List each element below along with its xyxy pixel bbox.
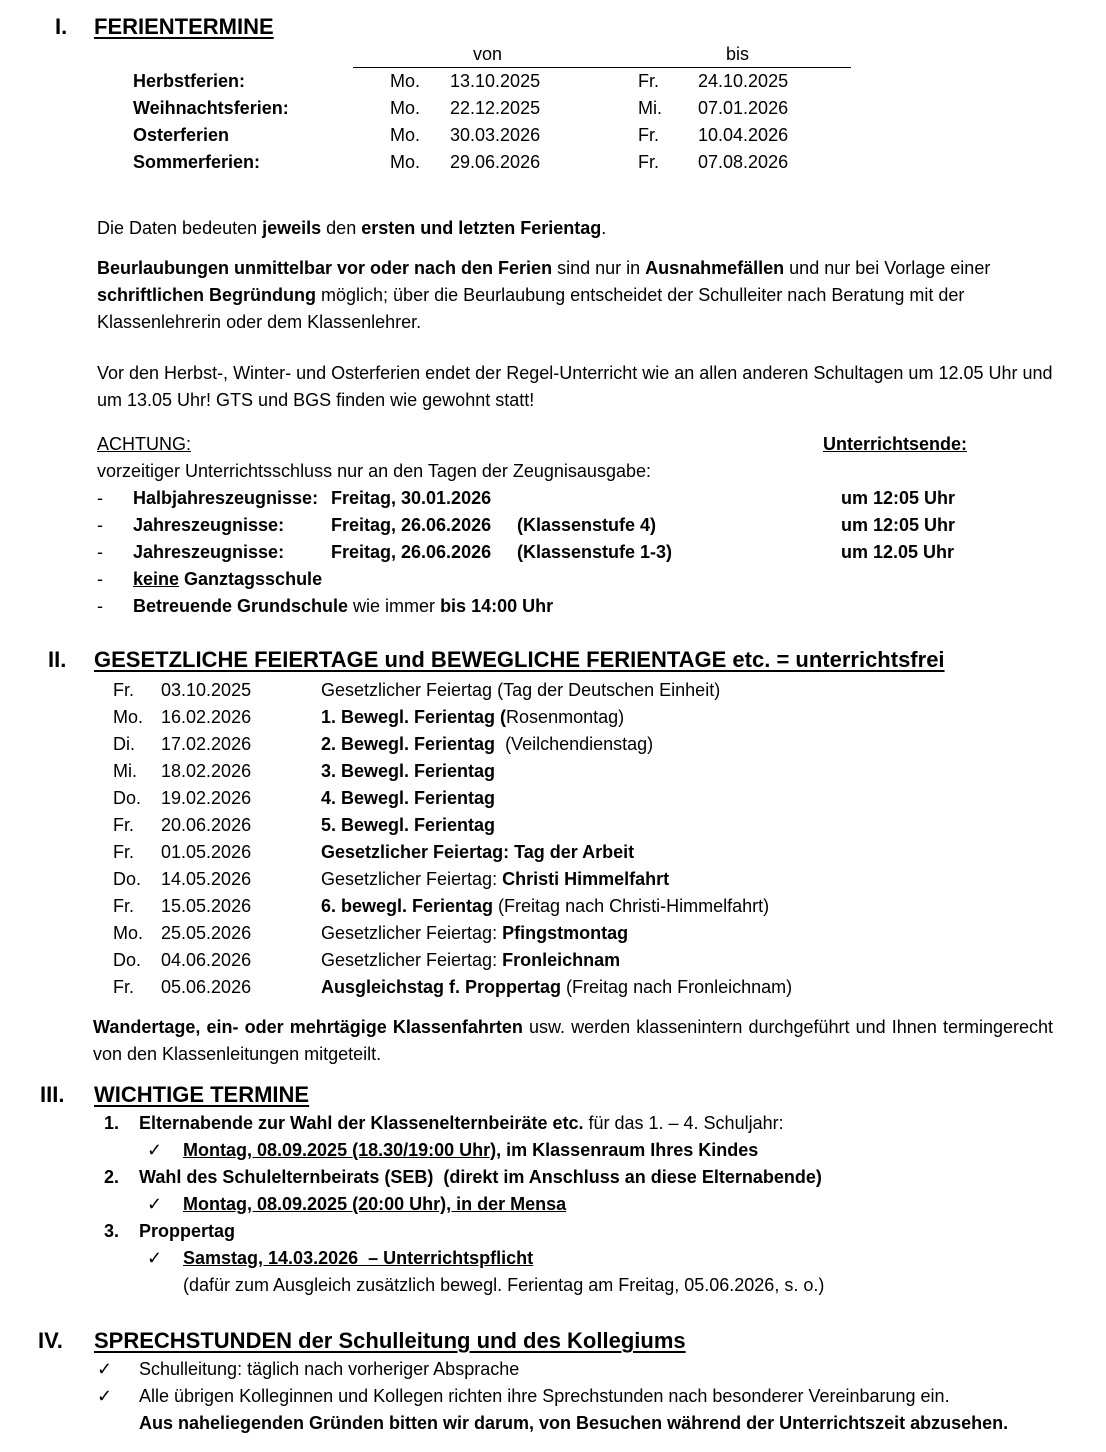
item-text: Alle übrigen Kolleginnen und Kollegen richten ihre Sprechstunden nach besonderer Vereinbarung ein.: [139, 1386, 950, 1406]
day: Do.: [113, 869, 142, 889]
text-bold: Pfingstmontag: [502, 923, 629, 943]
checkmark-icon: ✓: [97, 1386, 113, 1406]
text: Gesetzlicher Feiertag:: [321, 869, 503, 889]
list-subitem: [0, 1245, 1106, 1272]
achtung-label: ACHTUNG:: [97, 434, 191, 454]
table-row: [0, 920, 1106, 947]
text: Gesetzlicher Feiertag:: [321, 950, 503, 970]
day: Fr.: [113, 896, 134, 916]
item-time: um 12:05 Uhr: [841, 488, 956, 508]
text-underlined: Samstag, 14.03.2026 – Unterrichtspflicht: [183, 1248, 534, 1268]
item-time: um 12:05 Uhr: [841, 515, 956, 535]
list-item: [0, 566, 1106, 593]
day: Mi.: [113, 761, 137, 781]
text-bold: Beurlaubungen unmittelbar vor oder nach den Ferien: [97, 258, 553, 278]
section-1-heading: [55, 14, 655, 44]
text: sind nur in: [552, 258, 646, 278]
day: Fr.: [113, 977, 134, 997]
date: 05.06.2026: [161, 977, 252, 997]
holiday-name: Herbstferien:: [133, 71, 246, 91]
from-day: Mo.: [390, 125, 421, 145]
item-label: Jahreszeugnisse:: [133, 542, 285, 562]
list-item: [0, 1218, 1106, 1245]
text-bold: Gesetzlicher Feiertag: Tag der Arbeit: [321, 842, 635, 862]
text-bold: Christi Himmelfahrt: [502, 869, 670, 889]
list-item: [0, 512, 1106, 539]
list-subitem: [0, 1191, 1106, 1218]
list-item: [0, 1164, 1106, 1191]
table-row: [0, 893, 1106, 920]
to-day: Mi.: [638, 98, 662, 118]
to-day: Fr.: [638, 125, 659, 145]
date: 17.02.2026: [161, 734, 252, 754]
item-date: Freitag, 26.06.2026: [331, 515, 492, 535]
item-label: Jahreszeugnisse:: [133, 515, 285, 535]
list-item: [0, 1356, 1106, 1383]
text-underlined: Montag, 08.09.2025 (20:00 Uhr), in der Mensa: [183, 1194, 567, 1214]
list-item: [0, 539, 1106, 566]
text: für das 1. – 4. Schuljahr:: [583, 1113, 784, 1133]
list-item: [0, 485, 1106, 512]
text-bold: 6. bewegl. Ferientag: [321, 896, 494, 916]
from-day: Mo.: [390, 71, 421, 91]
from-day: Mo.: [390, 152, 421, 172]
table-row: [0, 704, 1106, 731]
section-number: II.: [48, 647, 67, 672]
text-bold: 4. Bewegl. Ferientag: [321, 788, 496, 808]
item-extra: (Klassenstufe 1-3): [517, 542, 673, 562]
day: Mo.: [113, 707, 144, 727]
text-bold: 3. Bewegl. Ferientag: [321, 761, 496, 781]
table-row: [0, 866, 1106, 893]
text-bold: 1. Bewegl. Ferientag (: [321, 707, 507, 727]
list-subitem: [0, 1137, 1106, 1164]
table-row: [0, 149, 1106, 176]
item-extra: (Klassenstufe 4): [517, 515, 657, 535]
text: Gesetzlicher Feiertag (Tag der Deutschen Einheit): [321, 680, 721, 700]
dates-note: [97, 215, 1072, 242]
text: usw. werden klassenintern durchgeführt und Ihnen termingerecht von den Klassenleitungen mitgeteilt.: [93, 1017, 1053, 1064]
text: .: [601, 218, 607, 238]
text-bold: Proppertag: [139, 1221, 236, 1241]
list-item: [0, 593, 1106, 620]
date: 19.02.2026: [161, 788, 252, 808]
bullet: -: [97, 515, 103, 535]
section-number: IV.: [38, 1328, 63, 1353]
item-number: 3.: [104, 1221, 120, 1241]
item-number: 1.: [104, 1113, 120, 1133]
to-day: Fr.: [638, 71, 659, 91]
table-row: [0, 785, 1106, 812]
date: 04.06.2026: [161, 950, 252, 970]
column-header-von: von: [473, 44, 503, 64]
item-text: Schulleitung: täglich nach vorheriger Absprache: [139, 1359, 520, 1379]
lesson-end-label: Unterrichtsende:: [823, 434, 968, 454]
text: Rosenmontag): [506, 707, 625, 727]
date: 25.05.2026: [161, 923, 252, 943]
holiday-name: Weihnachtsferien:: [133, 98, 289, 118]
text-bold: bis 14:00 Uhr: [440, 596, 554, 616]
day: Mo.: [113, 923, 144, 943]
text-bold: jeweils: [262, 218, 322, 238]
table-row: [0, 812, 1106, 839]
text-bold: 2. Bewegl. Ferientag: [321, 734, 496, 754]
text: Die Daten bedeuten: [97, 218, 263, 238]
closing-text: Aus naheliegenden Gründen bitten wir darum, von Besuchen während der Unterrichtszeit abzusehen.: [139, 1413, 1009, 1433]
item-date: Freitag, 30.01.2026: [331, 488, 492, 508]
list-subitem-note: [0, 1272, 1106, 1299]
to-date: 07.01.2026: [698, 98, 789, 118]
date: 20.06.2026: [161, 815, 252, 835]
text: Ganztagsschule: [179, 569, 323, 589]
text-bold: Ausgleichstag f. Proppertag: [321, 977, 562, 997]
text: den: [321, 218, 362, 238]
bullet: -: [97, 488, 103, 508]
achtung-intro: vorzeitiger Unterrichtsschluss nur an den Tagen der Zeugnisausgabe:: [97, 461, 651, 481]
text-bold: Wandertage, ein- oder mehrtägige Klassenfahrten: [93, 1017, 523, 1037]
section-3-heading: [40, 1082, 640, 1112]
item-date: Freitag, 26.06.2026: [331, 542, 492, 562]
list-item: [0, 1383, 1106, 1410]
section-2-heading: [48, 647, 1098, 677]
date: 03.10.2025: [161, 680, 252, 700]
item-number: 2.: [104, 1167, 120, 1187]
table-row: [0, 947, 1106, 974]
section-title: GESETZLICHE FEIERTAGE und BEWEGLICHE FERIENTAGE etc. = unterrichtsfrei: [94, 647, 945, 672]
to-date: 24.10.2025: [698, 71, 789, 91]
text: Gesetzlicher Feiertag:: [321, 923, 503, 943]
table-row: [0, 122, 1106, 149]
checkmark-icon: ✓: [147, 1194, 163, 1214]
text: (Freitag nach Christi-Himmelfahrt): [493, 896, 770, 916]
section-4-heading: [38, 1328, 838, 1358]
to-date: 07.08.2026: [698, 152, 789, 172]
text-bold: schriftlichen Begründung: [97, 285, 317, 305]
item-label: Halbjahreszeugnisse:: [133, 488, 319, 508]
table-row: [0, 677, 1106, 704]
from-day: Mo.: [390, 98, 421, 118]
from-date: 22.12.2025: [450, 98, 541, 118]
text: wie immer: [348, 596, 441, 616]
table-row: [0, 758, 1106, 785]
from-date: 30.03.2026: [450, 125, 541, 145]
closing-note: [0, 1410, 1106, 1437]
holiday-name: Osterferien: [133, 125, 230, 145]
item-time: um 12.05 Uhr: [841, 542, 955, 562]
day: Do.: [113, 950, 142, 970]
text-underlined: Montag, 08.09.2025 (18.30/19:00 Uhr): [183, 1140, 497, 1160]
checkmark-icon: ✓: [147, 1248, 163, 1268]
lesson-end-note: Vor den Herbst-, Winter- und Osterferien endet der Regel-Unterricht wie an allen anderen Schultagen um 12.05 Uhr und um 13.05 Uhr! GTS und BGS finden wie gewohnt statt!: [97, 363, 1053, 410]
date: 18.02.2026: [161, 761, 252, 781]
text-bold: Elternabende zur Wahl der Klassenelternbeiräte etc.: [139, 1113, 584, 1133]
to-date: 10.04.2026: [698, 125, 789, 145]
section-title: WICHTIGE TERMINE: [94, 1082, 310, 1107]
table-row: [0, 974, 1106, 1001]
text-underlined: keine: [133, 569, 180, 589]
checkmark-icon: ✓: [97, 1359, 113, 1379]
text-bold: 5. Bewegl. Ferientag: [321, 815, 496, 835]
text: (Freitag nach Fronleichnam): [561, 977, 793, 997]
section-number: I.: [55, 14, 68, 39]
text-bold: ersten und letzten Ferientag: [361, 218, 602, 238]
table-row: [0, 839, 1106, 866]
section-title: SPRECHSTUNDEN der Schulleitung und des Kollegiums: [94, 1328, 686, 1353]
bullet: -: [97, 569, 103, 589]
day: Do.: [113, 788, 142, 808]
day: Fr.: [113, 680, 134, 700]
text-bold: Ausnahmefällen: [645, 258, 785, 278]
table-row: [0, 68, 1106, 95]
table-row: [0, 95, 1106, 122]
text: , im Klassenraum Ihres Kindes: [496, 1140, 759, 1160]
table-row: [0, 731, 1106, 758]
leave-policy-note: [97, 255, 1072, 336]
date: 01.05.2026: [161, 842, 252, 862]
text-bold: Betreuende Grundschule: [133, 596, 349, 616]
list-item: [0, 1110, 1106, 1137]
text-bold: Fronleichnam: [502, 950, 621, 970]
date: 14.05.2026: [161, 869, 252, 889]
day: Fr.: [113, 842, 134, 862]
section-title: FERIENTERMINE: [94, 14, 274, 39]
text: möglich; über die Beurlaubung entscheidet der Schulleiter nach Beratung mit der Klassenlehrerin oder dem Klassenlehrer.: [97, 285, 965, 332]
bullet: -: [97, 596, 103, 616]
proppertag-note: (dafür zum Ausgleich zusätzlich bewegl. Ferientag am Freitag, 05.06.2026, s. o.): [183, 1275, 825, 1295]
column-header-bis: bis: [726, 44, 750, 64]
text: (Veilchendienstag): [495, 734, 654, 754]
from-date: 13.10.2025: [450, 71, 541, 91]
day: Di.: [113, 734, 135, 754]
day: Fr.: [113, 815, 134, 835]
section-number: III.: [40, 1082, 65, 1107]
bullet: -: [97, 542, 103, 562]
to-day: Fr.: [638, 152, 659, 172]
checkmark-icon: ✓: [147, 1140, 163, 1160]
from-date: 29.06.2026: [450, 152, 541, 172]
text: und nur bei Vorlage einer: [784, 258, 991, 278]
holiday-name: Sommerferien:: [133, 152, 261, 172]
class-trips-note: [93, 1014, 1053, 1068]
text-bold: Wahl des Schulelternbeirats (SEB) (direkt im Anschluss an diese Elternabende): [139, 1167, 822, 1187]
date: 16.02.2026: [161, 707, 252, 727]
date: 15.05.2026: [161, 896, 252, 916]
